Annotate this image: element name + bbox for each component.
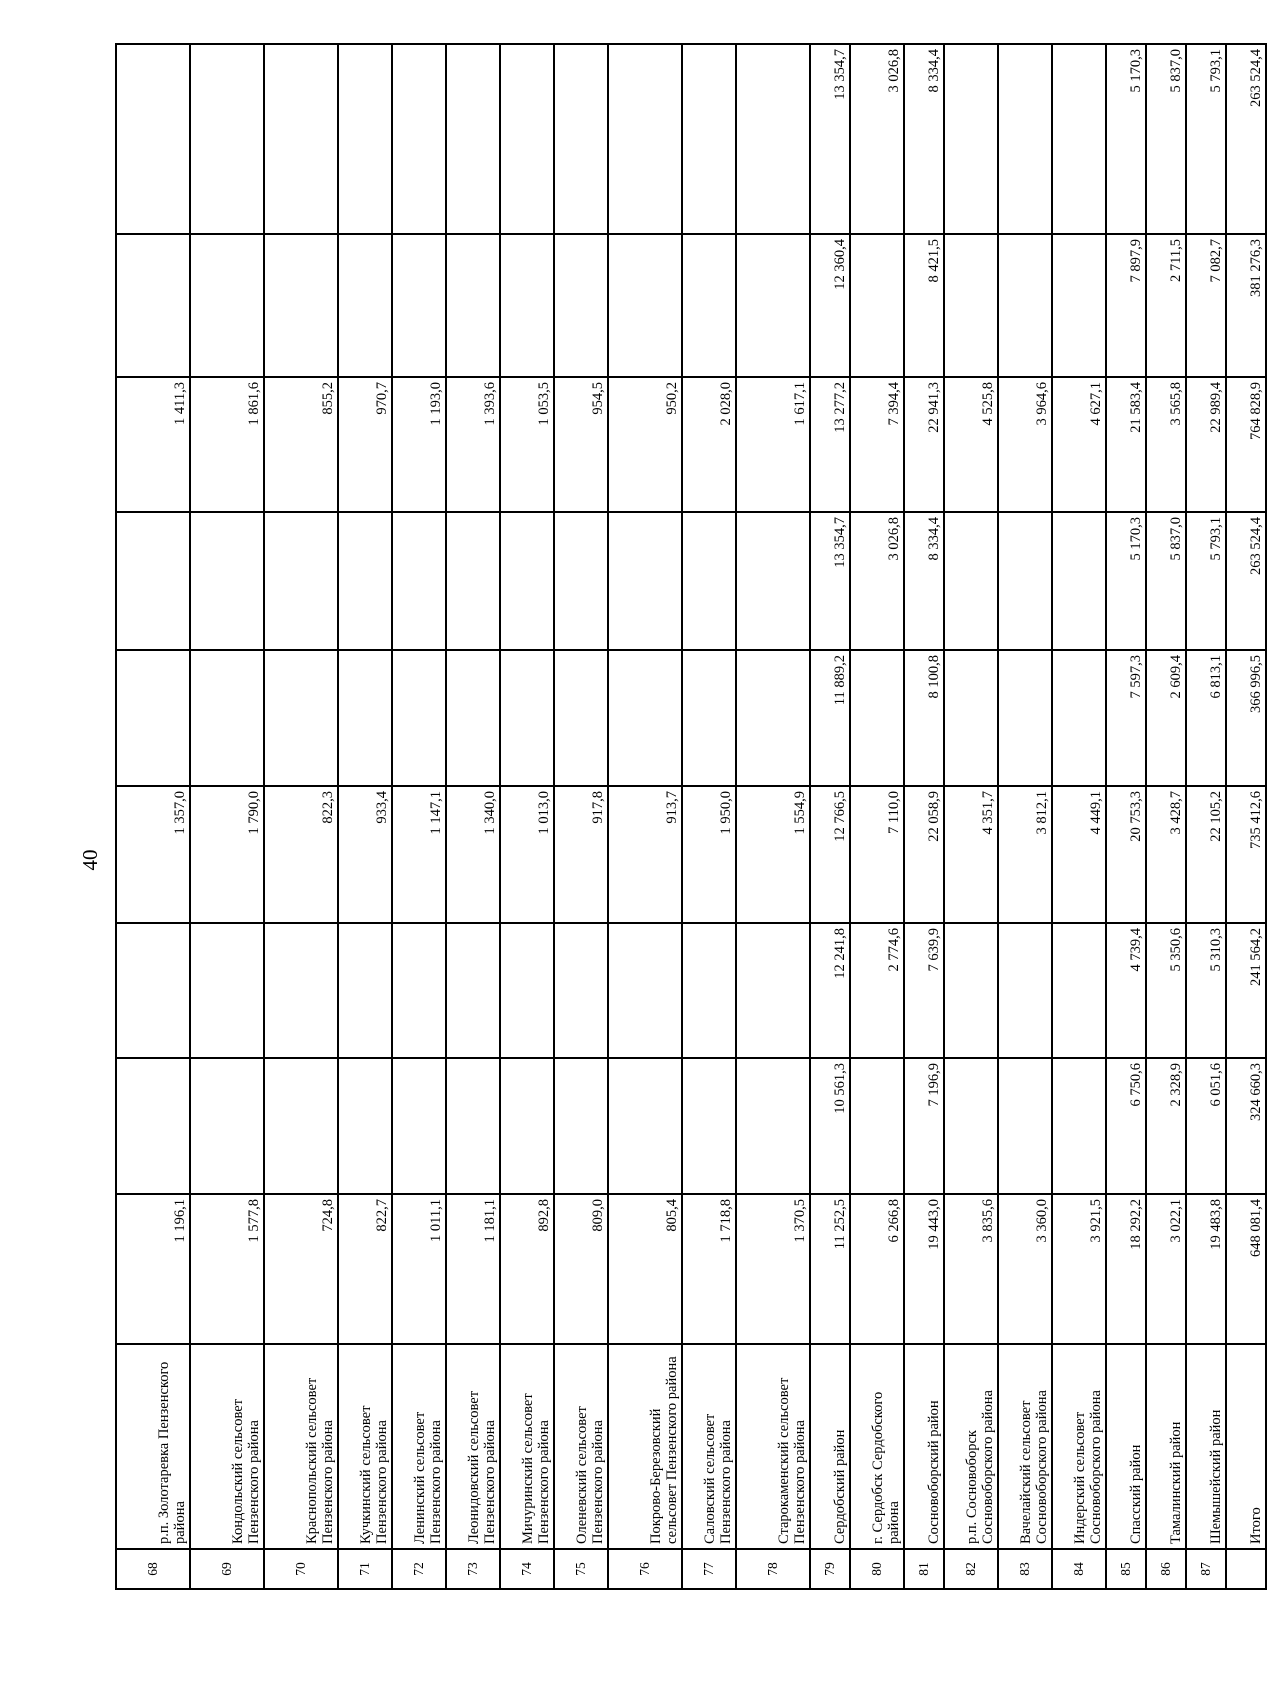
value-cell-c2 (264, 1058, 338, 1194)
table-row (944, 44, 998, 1589)
value-cell-c1: 1 577,8 (190, 1194, 264, 1344)
value-cell-c1: 1 718,8 (682, 1194, 736, 1344)
table-row (608, 44, 682, 1589)
row-name: Саловский сельсовет Пензенского района (682, 1344, 736, 1549)
value-cell-c9: 13 354,7 (810, 44, 850, 234)
value-cell-c8: 2 711,5 (1146, 234, 1186, 377)
row-index: 71 (338, 1549, 392, 1589)
value-cell-c6 (998, 512, 1052, 650)
table-row (264, 44, 338, 1589)
table-row (810, 44, 850, 1589)
value-cell-c6 (446, 512, 500, 650)
value-cell-c5 (608, 650, 682, 786)
table-row (446, 44, 500, 1589)
row-name: Кучкинский сельсовет Пензенского района (338, 1344, 392, 1549)
value-cell-c5 (850, 650, 904, 786)
row-name: г. Сердобск Сердобского района (850, 1344, 904, 1549)
row-index: 79 (810, 1549, 850, 1589)
value-cell-c1: 6 266,8 (850, 1194, 904, 1344)
value-cell-c6 (944, 512, 998, 650)
table-row (190, 44, 264, 1589)
value-cell-c8 (736, 234, 810, 377)
value-cell-c5 (736, 650, 810, 786)
row-index: 70 (264, 1549, 338, 1589)
value-cell-c8 (500, 234, 554, 377)
value-cell-c1: 18 292,2 (1106, 1194, 1146, 1344)
value-cell-c4: 20 753,3 (1106, 786, 1146, 923)
value-cell-c7: 1 617,1 (736, 377, 810, 512)
value-cell-c9: 3 026,8 (850, 44, 904, 234)
value-cell-c2 (1052, 1058, 1106, 1194)
value-cell-c6 (736, 512, 810, 650)
value-cell-c4: 1 147,1 (392, 786, 446, 923)
value-cell-c8 (944, 234, 998, 377)
value-cell-c9 (500, 44, 554, 234)
row-name: р.п. Сосновоборск Сосновоборского района (944, 1344, 998, 1549)
row-name: Старокаменский сельсовет Пензенского района (736, 1344, 810, 1549)
value-cell-c5: 11 889,2 (810, 650, 850, 786)
value-cell-c2 (682, 1058, 736, 1194)
table-row (1146, 44, 1186, 1589)
value-cell-c8: 8 421,5 (904, 234, 944, 377)
value-cell-c1: 648 081,4 (1226, 1194, 1266, 1344)
table-row (904, 44, 944, 1589)
value-cell-c6 (682, 512, 736, 650)
value-cell-c1: 1 181,1 (446, 1194, 500, 1344)
row-name: Сосновоборский район (904, 1344, 944, 1549)
row-index: 83 (998, 1549, 1052, 1589)
value-cell-c7: 21 583,4 (1106, 377, 1146, 512)
value-cell-c4: 735 412,6 (1226, 786, 1266, 923)
value-cell-c9 (682, 44, 736, 234)
table-row (1106, 44, 1146, 1589)
row-name: Вачелайский сельсовет Сосновоборского района (998, 1344, 1052, 1549)
row-name: Индерский сельсовет Сосновоборского района (1052, 1344, 1106, 1549)
value-cell-c7: 4 525,8 (944, 377, 998, 512)
value-cell-c2: 324 660,3 (1226, 1058, 1266, 1194)
row-index: 81 (904, 1549, 944, 1589)
value-cell-c5 (944, 650, 998, 786)
value-cell-c4: 1 013,0 (500, 786, 554, 923)
value-cell-c6: 263 524,4 (1226, 512, 1266, 650)
row-index: 85 (1106, 1549, 1146, 1589)
row-index: 84 (1052, 1549, 1106, 1589)
budget-table (115, 43, 1267, 1590)
value-cell-c6 (1052, 512, 1106, 650)
value-cell-c3 (264, 923, 338, 1058)
value-cell-c8 (1052, 234, 1106, 377)
value-cell-c2: 7 196,9 (904, 1058, 944, 1194)
value-cell-c7: 3 964,6 (998, 377, 1052, 512)
value-cell-c7: 1 053,5 (500, 377, 554, 512)
value-cell-c1: 19 483,8 (1186, 1194, 1226, 1344)
value-cell-c5: 8 100,8 (904, 650, 944, 786)
value-cell-c2: 6 051,6 (1186, 1058, 1226, 1194)
value-cell-c5: 366 996,5 (1226, 650, 1266, 786)
table-row (736, 44, 810, 1589)
value-cell-c1: 724,8 (264, 1194, 338, 1344)
row-name: Спасский район (1106, 1344, 1146, 1549)
value-cell-c6 (500, 512, 554, 650)
value-cell-c3: 5 350,6 (1146, 923, 1186, 1058)
value-cell-c3 (190, 923, 264, 1058)
row-index: 73 (446, 1549, 500, 1589)
value-cell-c5 (1052, 650, 1106, 786)
value-cell-c1: 1 196,1 (116, 1194, 190, 1344)
row-name: Мичуринский сельсовет Пензенского района (500, 1344, 554, 1549)
row-index: 82 (944, 1549, 998, 1589)
value-cell-c6 (392, 512, 446, 650)
value-cell-c8: 7 082,7 (1186, 234, 1226, 377)
value-cell-c6 (554, 512, 608, 650)
value-cell-c9 (608, 44, 682, 234)
value-cell-c8 (392, 234, 446, 377)
value-cell-c6 (608, 512, 682, 650)
value-cell-c1: 892,8 (500, 1194, 554, 1344)
value-cell-c5 (500, 650, 554, 786)
value-cell-c6: 3 026,8 (850, 512, 904, 650)
value-cell-c3 (682, 923, 736, 1058)
value-cell-c6: 5 170,3 (1106, 512, 1146, 650)
value-cell-c4: 822,3 (264, 786, 338, 923)
value-cell-c1: 1 370,5 (736, 1194, 810, 1344)
value-cell-c7: 1 193,0 (392, 377, 446, 512)
value-cell-c1: 3 022,1 (1146, 1194, 1186, 1344)
value-cell-c4: 12 766,5 (810, 786, 850, 923)
value-cell-c2 (554, 1058, 608, 1194)
row-name: р.п. Золотаревка Пензенского района (116, 1344, 190, 1549)
value-cell-c7: 855,2 (264, 377, 338, 512)
value-cell-c4: 1 950,0 (682, 786, 736, 923)
row-index: 80 (850, 1549, 904, 1589)
data-table-container (115, 45, 1264, 1590)
table-row (338, 44, 392, 1589)
value-cell-c3 (944, 923, 998, 1058)
value-cell-c2 (446, 1058, 500, 1194)
value-cell-c3 (338, 923, 392, 1058)
value-cell-c9: 5 170,3 (1106, 44, 1146, 234)
value-cell-c2: 2 328,9 (1146, 1058, 1186, 1194)
value-cell-c9 (944, 44, 998, 234)
value-cell-c9 (554, 44, 608, 234)
value-cell-c4: 913,7 (608, 786, 682, 923)
value-cell-c8 (190, 234, 264, 377)
value-cell-c9: 263 524,4 (1226, 44, 1266, 234)
table-row (1226, 44, 1266, 1589)
row-name: Покрово-Березовский сельсовет Пензенского района (608, 1344, 682, 1549)
row-name: Итого (1226, 1344, 1266, 1549)
value-cell-c9 (116, 44, 190, 234)
table-row (116, 44, 190, 1589)
value-cell-c4: 1 554,9 (736, 786, 810, 923)
value-cell-c3: 241 564,2 (1226, 923, 1266, 1058)
value-cell-c3 (392, 923, 446, 1058)
value-cell-c5 (190, 650, 264, 786)
value-cell-c4: 4 351,7 (944, 786, 998, 923)
value-cell-c4: 22 058,9 (904, 786, 944, 923)
value-cell-c1: 3 921,5 (1052, 1194, 1106, 1344)
value-cell-c5 (338, 650, 392, 786)
value-cell-c4: 1 357,0 (116, 786, 190, 923)
value-cell-c5 (998, 650, 1052, 786)
row-name: Шемышейский район (1186, 1344, 1226, 1549)
table-row (682, 44, 736, 1589)
row-index: 87 (1186, 1549, 1226, 1589)
value-cell-c2 (944, 1058, 998, 1194)
value-cell-c3 (736, 923, 810, 1058)
row-index: 78 (736, 1549, 810, 1589)
table-row (500, 44, 554, 1589)
value-cell-c9 (392, 44, 446, 234)
value-cell-c2: 10 561,3 (810, 1058, 850, 1194)
value-cell-c4: 4 449,1 (1052, 786, 1106, 923)
table-row (554, 44, 608, 1589)
value-cell-c6 (338, 512, 392, 650)
value-cell-c1: 19 443,0 (904, 1194, 944, 1344)
value-cell-c9 (998, 44, 1052, 234)
value-cell-c4: 917,8 (554, 786, 608, 923)
value-cell-c3: 4 739,4 (1106, 923, 1146, 1058)
value-cell-c7: 1 411,3 (116, 377, 190, 512)
value-cell-c9: 8 334,4 (904, 44, 944, 234)
value-cell-c8 (554, 234, 608, 377)
value-cell-c2 (190, 1058, 264, 1194)
value-cell-c5: 7 597,3 (1106, 650, 1146, 786)
row-name: Оленевский сельсовет Пензенского района (554, 1344, 608, 1549)
value-cell-c8 (608, 234, 682, 377)
value-cell-c7: 7 394,4 (850, 377, 904, 512)
value-cell-c2 (116, 1058, 190, 1194)
value-cell-c6 (116, 512, 190, 650)
row-index: 76 (608, 1549, 682, 1589)
value-cell-c8 (446, 234, 500, 377)
value-cell-c9 (190, 44, 264, 234)
value-cell-c4: 7 110,0 (850, 786, 904, 923)
table-row (1186, 44, 1226, 1589)
row-index: 69 (190, 1549, 264, 1589)
value-cell-c2 (608, 1058, 682, 1194)
value-cell-c5 (554, 650, 608, 786)
row-name: Сердобский район (810, 1344, 850, 1549)
value-cell-c7: 1 393,6 (446, 377, 500, 512)
value-cell-c6: 5 793,1 (1186, 512, 1226, 650)
row-index: 74 (500, 1549, 554, 1589)
value-cell-c3: 2 774,6 (850, 923, 904, 1058)
value-cell-c5 (682, 650, 736, 786)
value-cell-c5 (392, 650, 446, 786)
row-name: Краснопольский сельсовет Пензенского района (264, 1344, 338, 1549)
row-index: 72 (392, 1549, 446, 1589)
value-cell-c1: 3 360,0 (998, 1194, 1052, 1344)
value-cell-c4: 22 105,2 (1186, 786, 1226, 923)
value-cell-c8: 7 897,9 (1106, 234, 1146, 377)
value-cell-c3 (998, 923, 1052, 1058)
value-cell-c3 (554, 923, 608, 1058)
value-cell-c8 (850, 234, 904, 377)
value-cell-c4: 1 790,0 (190, 786, 264, 923)
value-cell-c6: 5 837,0 (1146, 512, 1186, 650)
value-cell-c2 (850, 1058, 904, 1194)
page-number: 40 (78, 849, 102, 871)
value-cell-c8: 381 276,3 (1226, 234, 1266, 377)
value-cell-c1: 3 835,6 (944, 1194, 998, 1344)
value-cell-c1: 11 252,5 (810, 1194, 850, 1344)
row-name: Тамалинский район (1146, 1344, 1186, 1549)
value-cell-c9 (1052, 44, 1106, 234)
value-cell-c7: 4 627,1 (1052, 377, 1106, 512)
value-cell-c7: 954,5 (554, 377, 608, 512)
value-cell-c5 (264, 650, 338, 786)
value-cell-c2: 6 750,6 (1106, 1058, 1146, 1194)
value-cell-c9: 5 793,1 (1186, 44, 1226, 234)
value-cell-c1: 822,7 (338, 1194, 392, 1344)
row-index: 75 (554, 1549, 608, 1589)
value-cell-c2 (500, 1058, 554, 1194)
value-cell-c2 (736, 1058, 810, 1194)
table-row (850, 44, 904, 1589)
value-cell-c7: 950,2 (608, 377, 682, 512)
value-cell-c3 (446, 923, 500, 1058)
table-row (1052, 44, 1106, 1589)
value-cell-c8 (264, 234, 338, 377)
value-cell-c4: 933,4 (338, 786, 392, 923)
row-name: Ленинский сельсовет Пензенского района (392, 1344, 446, 1549)
value-cell-c9 (736, 44, 810, 234)
value-cell-c7: 1 861,6 (190, 377, 264, 512)
table-row (392, 44, 446, 1589)
value-cell-c6 (190, 512, 264, 650)
value-cell-c7: 22 941,3 (904, 377, 944, 512)
value-cell-c6 (264, 512, 338, 650)
value-cell-c8 (116, 234, 190, 377)
row-name: Кондольский сельсовет Пензенского района (190, 1344, 264, 1549)
value-cell-c3: 5 310,3 (1186, 923, 1226, 1058)
value-cell-c5 (116, 650, 190, 786)
value-cell-c5 (446, 650, 500, 786)
value-cell-c3: 7 639,9 (904, 923, 944, 1058)
value-cell-c4: 3 428,7 (1146, 786, 1186, 923)
row-index (1226, 1549, 1266, 1589)
value-cell-c3 (1052, 923, 1106, 1058)
value-cell-c6: 8 334,4 (904, 512, 944, 650)
value-cell-c7: 3 565,8 (1146, 377, 1186, 512)
row-name: Леонидовский сельсовет Пензенского района (446, 1344, 500, 1549)
value-cell-c9 (446, 44, 500, 234)
value-cell-c9 (264, 44, 338, 234)
value-cell-c1: 805,4 (608, 1194, 682, 1344)
value-cell-c5: 6 813,1 (1186, 650, 1226, 786)
table-row (998, 44, 1052, 1589)
value-cell-c8 (682, 234, 736, 377)
value-cell-c2 (998, 1058, 1052, 1194)
value-cell-c8 (338, 234, 392, 377)
row-index: 77 (682, 1549, 736, 1589)
value-cell-c9: 5 837,0 (1146, 44, 1186, 234)
row-index: 68 (116, 1549, 190, 1589)
row-index: 86 (1146, 1549, 1186, 1589)
value-cell-c2 (338, 1058, 392, 1194)
value-cell-c8 (998, 234, 1052, 377)
value-cell-c1: 1 011,1 (392, 1194, 446, 1344)
value-cell-c5: 2 609,4 (1146, 650, 1186, 786)
value-cell-c8: 12 360,4 (810, 234, 850, 377)
value-cell-c7: 970,7 (338, 377, 392, 512)
value-cell-c2 (392, 1058, 446, 1194)
value-cell-c9 (338, 44, 392, 234)
value-cell-c3 (608, 923, 682, 1058)
value-cell-c7: 13 277,2 (810, 377, 850, 512)
value-cell-c4: 3 812,1 (998, 786, 1052, 923)
value-cell-c3 (116, 923, 190, 1058)
value-cell-c7: 22 989,4 (1186, 377, 1226, 512)
value-cell-c7: 2 028,0 (682, 377, 736, 512)
value-cell-c6: 13 354,7 (810, 512, 850, 650)
value-cell-c1: 809,0 (554, 1194, 608, 1344)
value-cell-c3 (500, 923, 554, 1058)
value-cell-c7: 764 828,9 (1226, 377, 1266, 512)
value-cell-c3: 12 241,8 (810, 923, 850, 1058)
value-cell-c4: 1 340,0 (446, 786, 500, 923)
